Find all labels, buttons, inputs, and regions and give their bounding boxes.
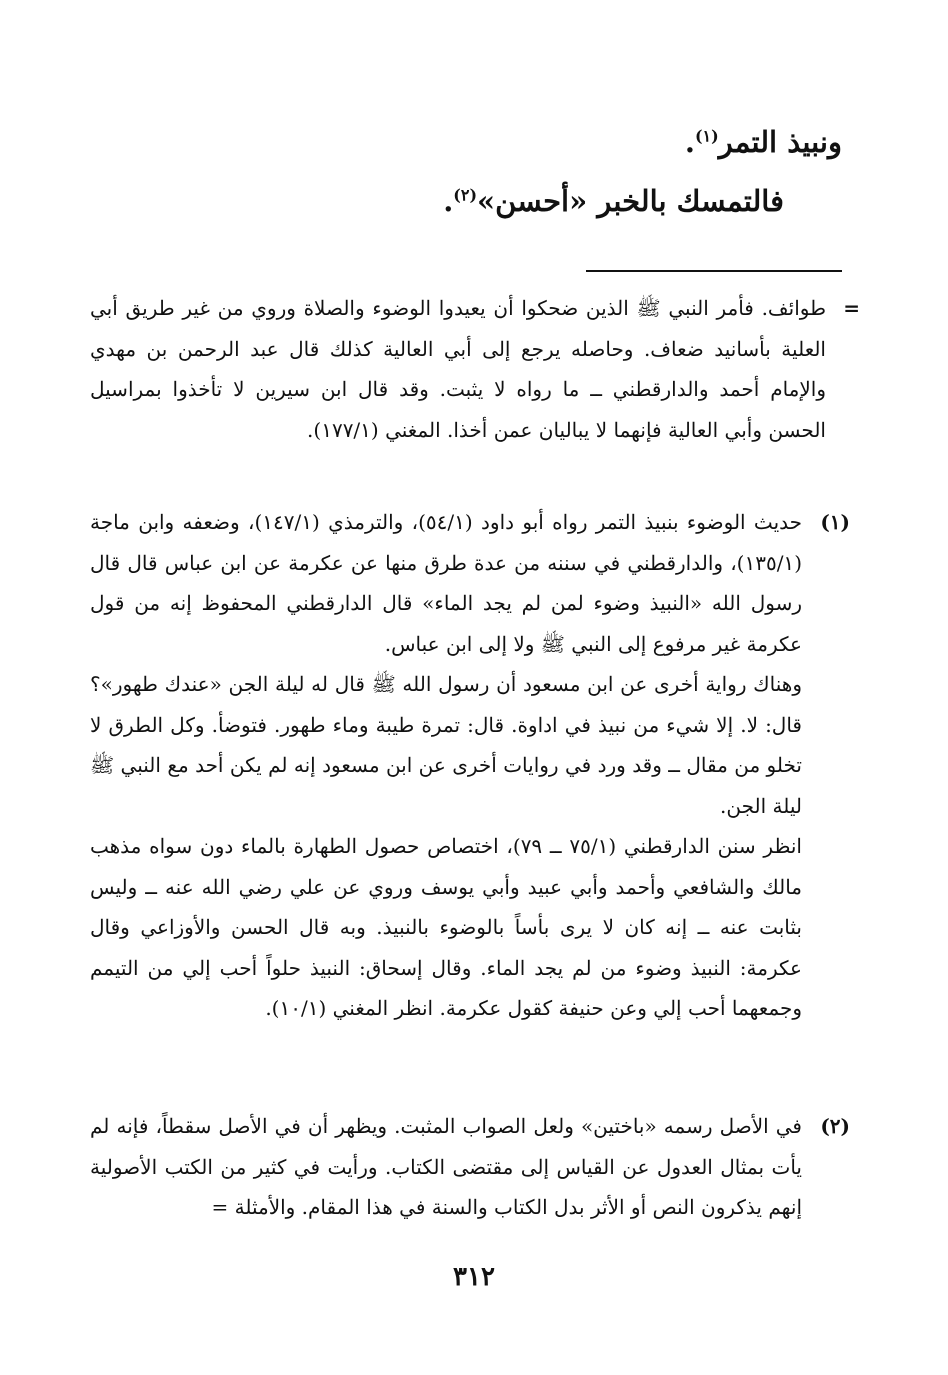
footnote-continuation — [90, 288, 826, 450]
main-text-line-1 — [685, 122, 842, 162]
footnote-1-paragraph-3: انظر سنن الدارقطني (٧٥/١ ــ ٧٩)، اختصاص حصول الطهارة بالماء دون سواه مذهب مالك والشافعي وأحمد وأبي عبيد وأبي يوسف وروي عن علي رضي الله عنه ــ وليس بثابت عنه ــ إنه كان لا يرى بأساً بالوضوء بالنبيذ. وبه قال الحسن والأوزاعي وقال عكرمة: النبيذ وضوء من لم يجد الماء. وقال إسحاق: النبيذ حلواً أحب إلي من التيمم وجمعهما أحب إلي وعن حنيفة كقول عكرمة. انظر المغني (١٠/١). — [90, 834, 802, 1020]
footnote-1 — [90, 502, 802, 1029]
main-text-line-2 — [443, 181, 784, 221]
footnote-2-paragraph-1: في الأصل رسمه «باختين» ولعل الصواب المثبت. ويظهر أن في الأصل سقطاً، فإنه لم يأت بمثال العدول عن القياس إلى مقتضى الكتاب. ورأيت في كثير من الكتب الأصولية إنهم يذكرون النص أو الأثر بدل الكتاب والسنة في هذا المقام. والأمثلة = — [90, 1114, 802, 1219]
footnote-1-paragraph-1: حديث الوضوء بنبيذ التمر رواه أبو داود (٥٤/١)، والترمذي (١٤٧/١)، وضعفه وابن ماجة (١٣٥/١)، والدارقطني في سننه من عدة طرق منها عن عكرمة عن ابن عباس قال قال رسول الله «النبيذ وضوء لمن لم يجد الماء» قال الدارقطني المحفوظ إنه من قول عكرمة غير مرفوع إلى النبي ﷺ ولا إلى ابن عباس. — [90, 510, 802, 656]
main-text-line-2-text: فالتمسك بالخبر «أحسن» — [477, 184, 784, 218]
footnote-1-marker: (١) — [820, 510, 850, 534]
footnote-2 — [90, 1106, 802, 1228]
footnote-continuation-paragraph: طوائف. فأمر النبي ﷺ الذين ضحكوا أن يعيدوا الوضوء والصلاة وروي من غير طريق أبي العلية بأسانيد ضعاف. وحاصله يرجع إلى أبي العالية كذلك قال عبد الرحمن بن مهدي والإمام أحمد والدارقطني ــ ما رواه لا يثبت. وقد قال ابن سيرين لا تأخذوا بمراسيل الحسن وأبي العالية فإنهما لا يباليان عمن أخذا. المغني (١٧٧/١). — [90, 296, 826, 442]
footnote-separator — [586, 270, 842, 272]
footnote-continuation-marker: = — [843, 296, 860, 320]
page-number: ٣١٢ — [453, 1262, 495, 1292]
footnote-ref-1[interactable]: (١) — [694, 126, 719, 146]
footnote-ref-2[interactable]: (٢) — [453, 185, 478, 205]
main-text-line-2-end: . — [443, 184, 454, 218]
footnote-1-paragraph-2: وهناك رواية أخرى عن ابن مسعود أن رسول الله ﷺ قال له ليلة الجن «عندك طهور»؟ قال: لا. إلا شيء من نبيذ في اداوة. قال: تمرة طيبة وماء طهور. فتوضأ. وكل الطرق لا تخلو من مقال ــ وقد ورد في روايات أخرى عن ابن مسعود إنه لم يكن أحد مع النبي ﷺ ليلة الجن. — [90, 672, 802, 818]
main-text-line-1-end: . — [684, 125, 695, 159]
footnote-2-marker: (٢) — [820, 1114, 850, 1138]
main-text-line-1-text: ونبيذ التمر — [718, 125, 842, 159]
